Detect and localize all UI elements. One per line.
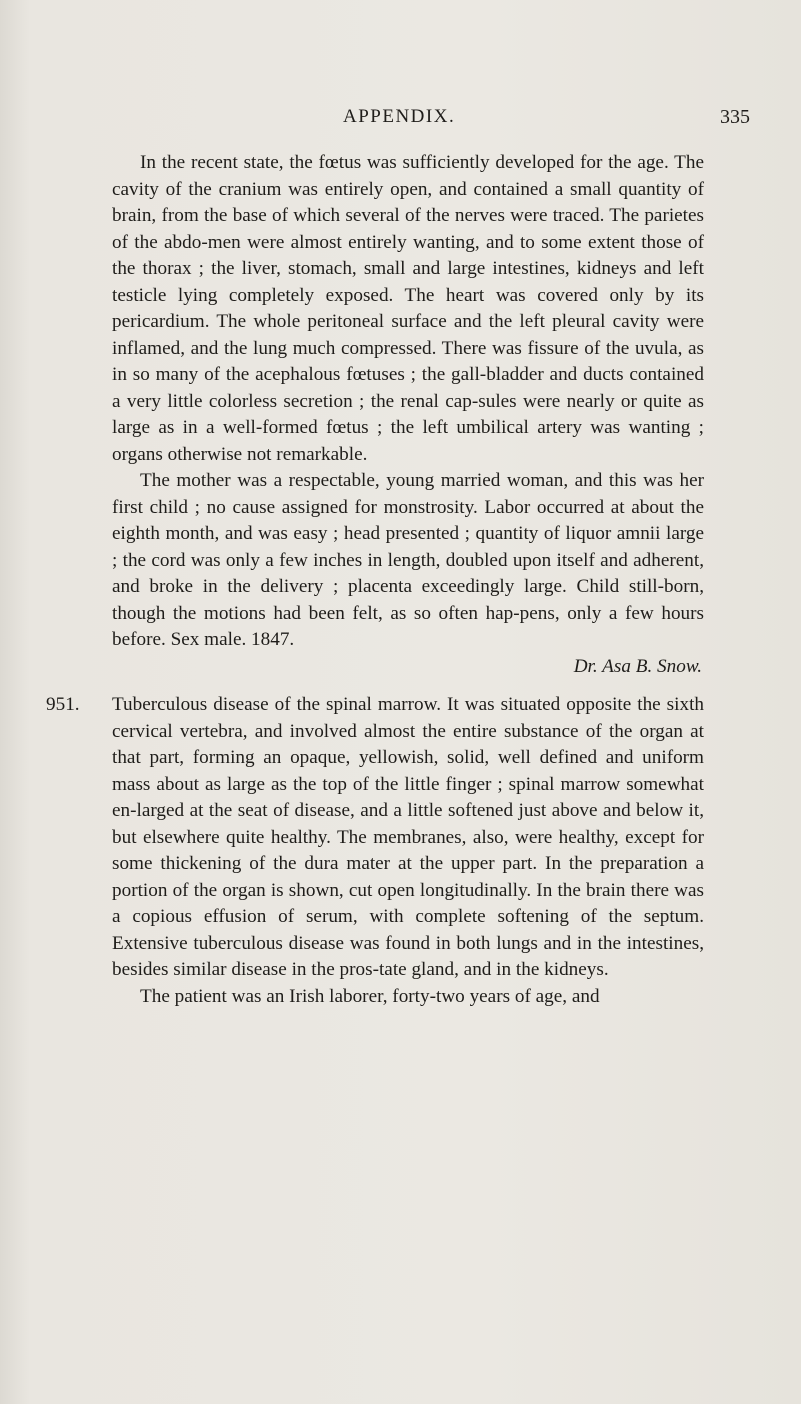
author-signature: Dr. Asa B. Snow. [573,655,702,677]
page-header [0,106,801,136]
body-text [46,150,704,1010]
paragraph-mother-history: The mother was a respectable, young married woman, and this was her first child ; no cause assigned for monstrosity. Labor occurred at about the eighth month, and was easy ; head presented ; quantity of liquor amnii large ; the cord was only a few inches in length, doubled upon itself and adherent, and broke in the delivery ; placenta exceedingly large. Child still-born, though the motions had been felt, as so often hap-pens, only a few hours before. Sex male. 1847. [112,470,704,650]
entry-951 [46,692,704,984]
running-title: APPENDIX. [343,106,456,127]
paragraph-fetus-description: In the recent state, the fœtus was sufficiently developed for the age. The cavity of the cranium was entirely open, and contained a small quantity of brain, from the base of which several of the nerves were traced. The parietes of the abdo-men were almost entirely wanting, and to some extent those of the thorax ; the liver, stomach, small and large intestines, kidneys and left testicle lying completely exposed. The heart was covered only by its pericardium. The whole peritoneal surface and the left pleural cavity were inflamed, and the lung much compressed. There was fissure of the uvula, as in so many of the acephalous fœtuses ; the gall-bladder and ducts contained a very little colorless secretion ; the renal cap-sules were nearly or quite as large as in a well-formed fœtus ; the left umbilical artery was wanting ; organs otherwise not remarkable. [112,152,704,465]
entry-number: 951. [46,694,80,715]
paragraph-patient: The patient was an Irish laborer, forty-two years of age, and [140,985,600,1007]
entry-951-text: Tuberculous disease of the spinal marrow. It was situated opposite the sixth cervical vertebra, and involved almost the entire substance of the organ at that part, forming an opaque, yellowish, solid, well defined and uniform mass about as large as the top of the little finger ; spinal marrow somewhat en-larged at the seat of disease, and a little softened just above and below it, but elsewhere quite healthy. The membranes, also, were healthy, except for some thickening of the dura mater at the upper part. In the preparation a portion of the organ is shown, cut open longitudinally. In the brain there was a copious effusion of serum, with complete softening of the septum. Extensive tuberculous disease was found in both lungs and in the intestines, besides similar disease in the pros-tate gland, and in the kidneys. [112,694,704,980]
page-number: 335 [720,106,750,128]
